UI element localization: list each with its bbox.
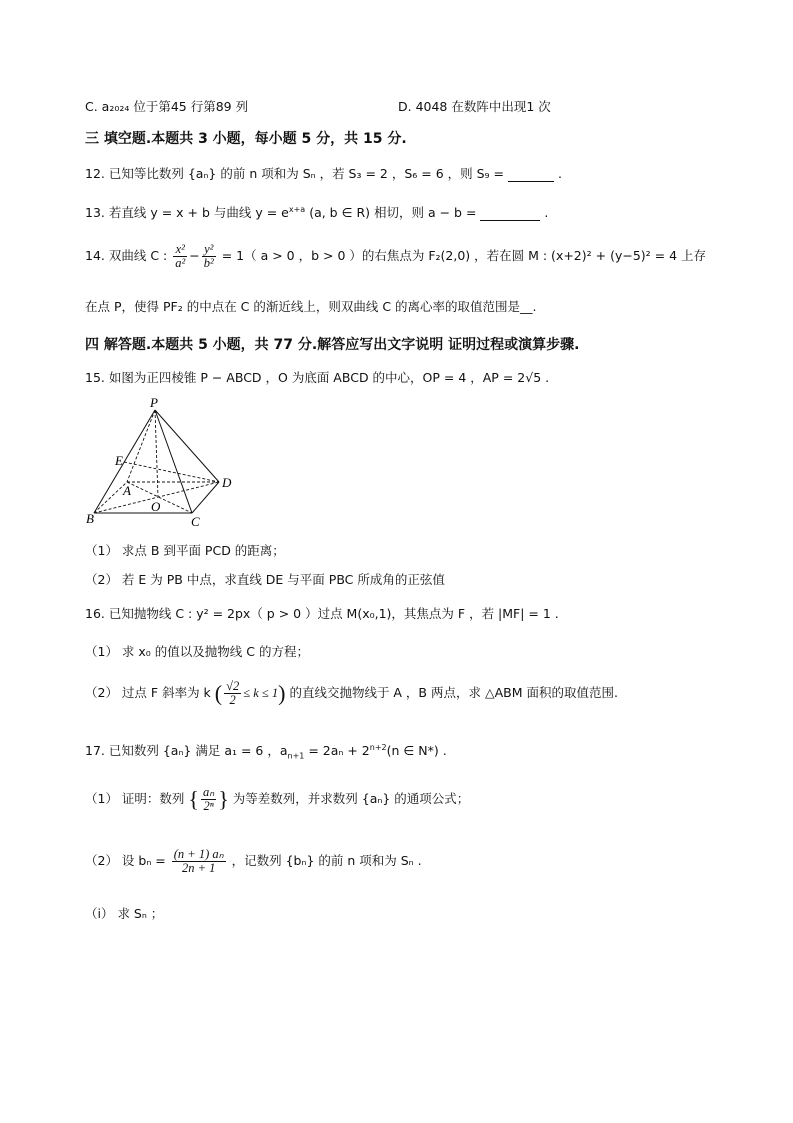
question-13-exponent: x+a — [288, 204, 306, 214]
fraction-denominator: 2 — [229, 693, 236, 707]
question-17 — [85, 741, 447, 761]
pyramid-figure — [82, 395, 252, 535]
question-17-part-1-text-b: 为等差数列，并求数列 {aₙ} 的通项公式； — [232, 791, 470, 806]
question-16-part-2-text-b: 的直线交抛物线于 A ，B 两点，求 △ABM 面积的取值范围. — [289, 685, 618, 700]
section-4-heading: 四 解答题.本题共 5 小题，共 77 分.解答应写出文字说明 证明过程或演算步骤. — [85, 337, 580, 353]
answer-blank-13 — [480, 208, 540, 221]
question-15-part-2: （2） 若 E 为 PB 中点，求直线 DE 与平面 PBC 所成角的正弦值 — [85, 572, 445, 587]
label-A: A — [123, 483, 131, 498]
left-brace: { — [188, 786, 199, 812]
question-17-part-2-i: （i） 求 Sₙ ； — [85, 906, 164, 921]
question-17-part-2-text-b: ，记数列 {bₙ} 的前 n 项和为 Sₙ . — [231, 853, 422, 868]
slope-inequality: ≤ k ≤ 1 — [243, 686, 279, 700]
question-14: 14. 双曲线 C : $\frac{\text{x²}}{\text{a²}}$ − $\frac{\text{y²}}{\text{b²}}$ = 1（ a > 0 ，b > 0 ）的右焦点为 F₂(2,0) ，若在圆 M : (x+2)² + (y−5)² = 4 上存 — [85, 242, 707, 270]
question-13-text-b: (a, b ∈ R) 相切，则 a − b = — [309, 205, 477, 220]
segment-ED — [124, 462, 219, 482]
question-16-part-1: （1） 求 x₀ 的值以及抛物线 C 的方程； — [85, 644, 309, 659]
question-12: 12. 已知等比数列 {aₙ} 的前 n 项和为 Sₙ ，若 S₃ = 2 ，S₆ = 6 ，则 S₉ = . — [85, 166, 562, 181]
label-O: O — [151, 499, 161, 514]
question-16: 16. 已知抛物线 C : y² = 2px（ p > 0 ）过点 M(x₀,1)，其焦点为 F ，若 |MF| = 1 . — [85, 606, 559, 621]
fraction-an-over-2n — [201, 786, 216, 813]
question-17-text-a: 17. 已知数列 {aₙ} 满足 a₁ = 6 ，a — [85, 743, 288, 758]
option-d: D. 4048 在数阵中出现1 次 — [398, 99, 551, 114]
fraction-sqrt2-over-2 — [224, 680, 241, 707]
question-15-part-1: （1） 求点 B 到平面 PCD 的距离； — [85, 543, 285, 558]
answer-blank-12 — [508, 169, 554, 182]
left-paren: ( — [214, 680, 223, 706]
question-17-text-c: = 2aₙ + 2 — [304, 743, 370, 758]
question-13-text-a: 13. 若直线 y = x + b 与曲线 y = e — [85, 205, 289, 220]
question-17-subscript: n+1 — [287, 751, 305, 761]
fraction-denominator: 2n + 1 — [181, 861, 216, 875]
edge-PD — [155, 410, 219, 482]
question-17-part-1-text-a: （1） 证明：数列 — [85, 791, 185, 806]
fraction-denominator: b² — [203, 256, 214, 270]
question-14-text-a: 14. 双曲线 C : — [85, 248, 168, 263]
fraction-denominator: 2ⁿ — [203, 799, 214, 813]
label-E: E — [115, 453, 123, 468]
question-13: 13. 若直线 y = x + b 与曲线 $y = e^{x+a}$ (a, b ∈ R) 相切，则 a − b = . — [85, 204, 549, 220]
fraction-numerator: x² — [173, 243, 187, 257]
label-P: P — [150, 395, 158, 410]
fraction-bn-definition — [172, 848, 226, 875]
option-c: C. a₂₀₂₄ 位于第45 行第89 列 — [85, 99, 249, 114]
fraction-numerator: y² — [202, 243, 216, 257]
label-D: D — [222, 475, 232, 490]
question-17-text-e: (n ∈ N*) . — [386, 743, 447, 758]
question-17-part-1 — [85, 786, 469, 813]
question-16-part-2-text-a: （2） 过点 F 斜率为 k — [85, 685, 211, 700]
fraction-numerator: aₙ — [202, 785, 215, 799]
question-17-part-2-text-a: （2） 设 bₙ = — [85, 853, 166, 868]
fraction-y2-b2 — [202, 243, 216, 270]
segment-PO — [155, 410, 158, 497]
question-17-exponent: n+2 — [369, 742, 387, 752]
question-14-continued: 在点 P，使得 PF₂ 的中点在 C 的渐近线上，则双曲线 C 的离心率的取值范围是__. — [85, 299, 537, 314]
right-paren: ) — [278, 680, 286, 706]
fraction-numerator: √2 — [226, 679, 240, 693]
section-3-heading: 三 填空题.本题共 3 小题，每小题 5 分，共 15 分. — [85, 131, 407, 147]
label-C: C — [191, 514, 200, 529]
question-14-text-b: = 1（ a > 0 ，b > 0 ）的右焦点为 F₂(2,0) ，若在圆 M : (x+2)² + (y−5)² = 4 上存 — [221, 248, 707, 263]
edge-PA — [127, 410, 155, 482]
fraction-x2-a2 — [173, 243, 187, 270]
question-12-text: 12. 已知等比数列 {aₙ} 的前 n 项和为 Sₙ ，若 S₃ = 2 ，S₆ = 6 ，则 S₉ = — [85, 166, 505, 181]
question-17-part-2 — [85, 848, 422, 875]
question-15: 15. 如图为正四棱锥 P − ABCD ，O 为底面 ABCD 的中心，OP = 4 ，AP = 2√5 . — [85, 370, 550, 385]
label-B: B — [86, 511, 94, 526]
fraction-denominator: a² — [175, 256, 186, 270]
fraction-numerator: (n + 1) aₙ — [173, 847, 224, 861]
right-brace: } — [218, 786, 229, 812]
edge-CD — [192, 482, 219, 513]
question-16-part-2 — [85, 680, 618, 707]
